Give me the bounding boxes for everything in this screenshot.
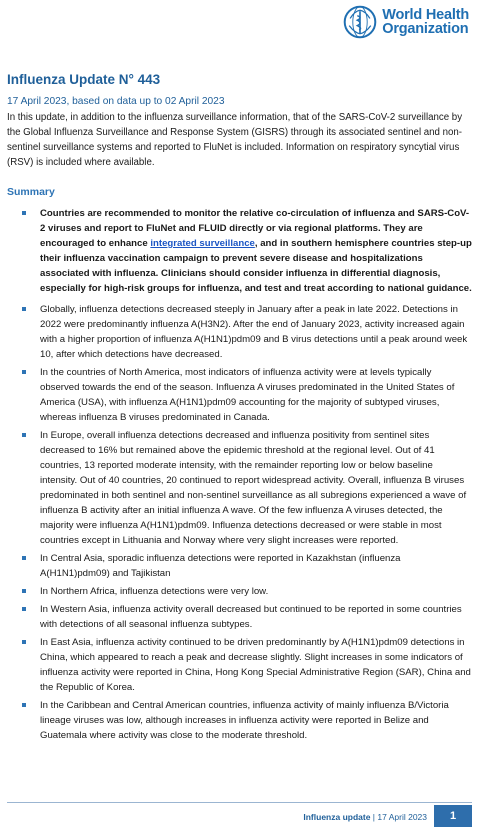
list-item-text: In Europe, overall influenza detections decreased and influenza positivity from sentinel sites decreased to 16% but remained above the epidemic threshold at the regional level. Out of 41 countries, 13 reported moderate intensity, with the remainder reporting low or below baseline intensity. Out of 40 countries, 20 continued to report widespread activity. Overall, influenza B viruses predominated in both sentinel and non-sentinel surveillance as all subregions experienced a wave of influenza B activity after an initial influenza A wave. Of the few influenza A viruses detected, the majority were influenza A(H1N1)pdm09. Influenza detections decreased or were stable in most countries except in Lithuania and Norway where very slight increases were reported. [40,430,467,546]
list-item-text: In Northern Africa, influenza detections were very low. [40,586,269,597]
integrated-surveillance-link[interactable]: integrated surveillance [150,238,255,249]
list-item-text: Globally, influenza detections decreased steeply in January after a peak in late 2022. Detections in 2022 were predominantly influenza A(H3N2). After the end of January 2023, activity increased again with a higher proportion of influenza A(H1N1)pdm09 and B virus detections until a peak around week 10, after which detections have decreased. [40,304,468,360]
list-item-central-asia [0,551,472,581]
key-text-before: Countries are recommended to monitor the relative co-circulation of influenza and SARS-CoV-2 viruses and report to FluNet and FLUID directly or via regional platforms. They are encouraged to enhance [40,208,470,249]
who-emblem-icon [342,4,378,40]
bullet-square-icon [22,703,26,707]
list-item-northern-africa [0,584,472,599]
bullet-square-icon [22,640,26,644]
logo-line-2: Organization [382,21,469,37]
list-item-text: In Central Asia, sporadic influenza detections were reported in Kazakhstan (influenza A(H1N1)pdm09) and Tajikistan [40,553,401,579]
bullet-square-icon [22,307,26,311]
bullet-square-icon [22,589,26,593]
key-recommendation-item [0,206,472,296]
list-item-north-america [0,365,472,425]
footer-text [303,812,427,822]
bullet-square-icon [22,607,26,611]
footer-divider [7,802,472,803]
list-item-text: In the Caribbean and Central American countries, influenza activity of mainly influenza B/Victoria lineage viruses was low, although increases in influenza activity were reported in Belize and Guatemala where activity was close to the moderate threshold. [40,700,449,741]
bullet-square-icon [22,433,26,437]
document-title: Influenza Update N° 443 [7,72,161,87]
footer-date: 17 April 2023 [377,812,427,822]
bullet-square-icon [22,370,26,374]
list-item-east-asia [0,635,472,695]
intro-paragraph: In this update, in addition to the influenza surveillance information, that of the SARS-CoV-2 surveillance by the Global Influenza Surveillance and Response System (GISRS) through its associated sentinel and non-sentinel surveillance systems and reported to FluNet is included. Information on respiratory syncytial virus (RSV) is included where available. [7,112,463,168]
summary-heading: Summary [7,186,55,198]
footer-separator: | [370,812,378,822]
logo-line-1: World Health [382,7,469,23]
page-footer [0,802,479,836]
list-item-global [0,302,472,362]
page-number: 1 [434,805,472,827]
list-item-text: In East Asia, influenza activity continued to be driven predominantly by A(H1N1)pdm09 detections in China, which appeared to reach a peak and decrease slightly. Slight increases in some indicators of influenza activity were reported in China, Hong Kong Special Administrative Region (SAR), China and the Republic of Korea. [40,637,471,693]
bullet-square-icon [22,211,26,215]
date-line: 17 April 2023, based on data up to 02 April 2023 [7,96,225,107]
who-logo [342,4,469,40]
summary-list [0,206,472,746]
list-item-europe [0,428,472,548]
bullet-square-icon [22,556,26,560]
footer-label: Influenza update [303,812,371,822]
key-text-after: , and in southern hemisphere countries step-up their influenza vaccination campaign to prevent severe disease and hospitalizations associated with influenza. Clinicians should consider influenza in differential diagnosis, especially for high-risk groups for influenza, and test and treat according to national guidance. [40,238,472,294]
list-item-text: In Western Asia, influenza activity overall decreased but continued to be reported in some countries with detections of all seasonal influenza subtypes. [40,604,462,630]
list-item-western-asia [0,602,472,632]
list-item-caribbean [0,698,472,743]
list-item-text: In the countries of North America, most indicators of influenza activity were at levels typically observed towards the end of the season. Influenza A viruses predominated in the United States of America (USA), with influenza A(H1N1)pdm09 accounting for the majority of subtyped viruses, whereas influenza B viruses predominated in Canada. [40,367,455,423]
